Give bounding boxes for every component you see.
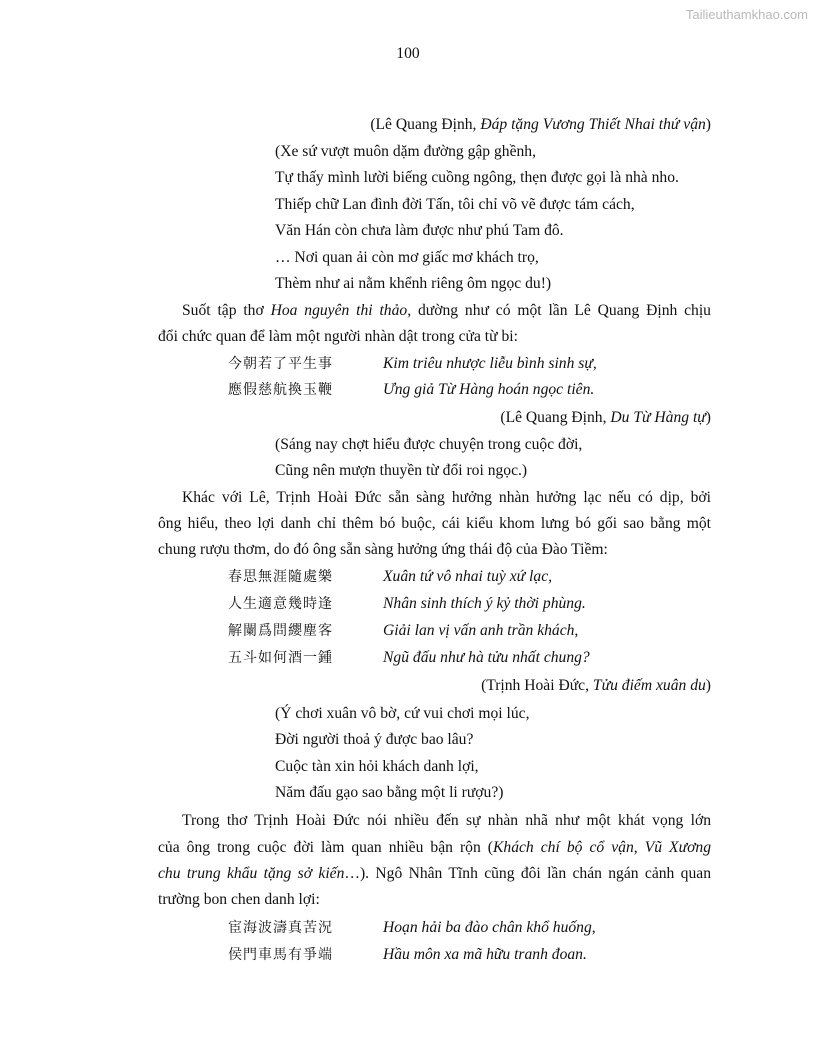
text: Năm đấu gạo sao bằng một li rượu?) xyxy=(275,784,504,801)
translation-verse xyxy=(275,249,539,267)
text: (Xe sứ vượt muôn dặm đường gập ghềnh, xyxy=(275,143,536,160)
transliteration-verse xyxy=(383,919,596,937)
text: ) xyxy=(705,409,711,426)
transliteration-verse xyxy=(383,381,594,399)
text: ) xyxy=(705,116,711,133)
text: 五斗如何酒一鍾 xyxy=(228,650,333,666)
text: của ông trong cuộc đời làm quan nhiều bận rộn ( xyxy=(158,839,493,856)
translation-verse xyxy=(275,731,473,749)
text: (Sáng nay chợt hiểu được chuyện trong cuộc đời, xyxy=(275,436,583,453)
translation-verse xyxy=(275,462,527,480)
text: Giải lan vị vấn anh trần khách, xyxy=(383,622,579,639)
text: ) xyxy=(705,677,711,694)
text: Nhân sinh thích ý kỷ thời phùng. xyxy=(383,595,586,612)
paragraph-line xyxy=(182,489,711,507)
translation-verse xyxy=(275,169,679,187)
italic-text: Hoa nguyên thi thảo, xyxy=(270,302,412,319)
paragraph-line xyxy=(158,891,711,909)
text: Hoạn hải ba đào chân khổ huống, xyxy=(383,919,596,936)
text: đổi chức quan để làm một người nhàn dật trong cửa từ bi: xyxy=(158,328,518,345)
text: (Lê Quang Định, xyxy=(370,116,481,133)
text: Cũng nên mượn thuyền từ đổi roi ngọc.) xyxy=(275,462,528,479)
han-verse xyxy=(228,919,333,937)
transliteration-verse xyxy=(383,649,590,667)
han-verse xyxy=(228,622,333,640)
han-verse xyxy=(228,355,333,373)
text: Tự thấy mình lười biếng cuồng ngông, thẹn được gọi là nhà nho. xyxy=(275,169,679,186)
paragraph-line xyxy=(158,839,711,857)
text: …). Ngô Nhân Tĩnh cũng đôi lần chán ngán cảnh quan xyxy=(344,865,711,882)
text: 人生適意幾時逢 xyxy=(228,596,333,612)
text: (Lê Quang Định, xyxy=(500,409,611,426)
text: chung rượu thơm, do đó ông sẵn sàng hưởng ứng thái độ của Đào Tiềm: xyxy=(158,541,608,558)
text: (Ý chơi xuân vô bờ, cứ vui chơi mọi lúc, xyxy=(275,705,530,722)
paragraph-line xyxy=(182,302,711,320)
page-number: 100 xyxy=(396,45,420,62)
han-verse xyxy=(228,381,333,399)
transliteration-verse xyxy=(383,595,586,613)
translation-verse xyxy=(275,275,551,293)
translation-verse xyxy=(275,222,564,240)
text: 侯門車馬有爭端 xyxy=(228,947,333,963)
translation-verse xyxy=(275,196,635,214)
text: 解闌爲問纓塵客 xyxy=(228,623,333,639)
text: Suốt tập thơ xyxy=(182,302,271,319)
italic-text: Đáp tặng Vương Thiết Nhai thứ vận xyxy=(480,116,706,133)
han-verse xyxy=(228,595,333,613)
citation xyxy=(370,116,711,134)
text: Khác với Lê, Trịnh Hoài Đức sẵn sàng hưởng nhàn hưởng lạc nếu có dịp, bởi xyxy=(182,489,711,506)
translation-verse xyxy=(275,143,536,161)
text: 春思無涯隨處樂 xyxy=(228,569,333,585)
text: Đời người thoả ý được bao lâu? xyxy=(275,731,474,748)
translation-verse xyxy=(275,705,530,723)
transliteration-verse xyxy=(383,946,587,964)
paragraph-line xyxy=(158,865,711,883)
citation xyxy=(481,677,711,695)
text: Văn Hán còn chưa làm được như phú Tam đô. xyxy=(275,222,564,239)
translation-verse xyxy=(275,436,582,454)
transliteration-verse xyxy=(383,622,578,640)
text: 今朝若了平生事 xyxy=(228,356,333,372)
italic-text: Du Từ Hàng tự xyxy=(610,409,706,426)
text: Thèm như ai nằm khểnh riêng ôm ngọc du!) xyxy=(275,275,552,292)
watermark: Tailieuthamkhao.com xyxy=(685,7,808,22)
text: Xuân tứ vô nhai tuỳ xứ lạc, xyxy=(383,568,553,585)
translation-verse xyxy=(275,784,503,802)
transliteration-verse xyxy=(383,355,597,373)
text: … Nơi quan ải còn mơ giấc mơ khách trọ, xyxy=(275,249,539,266)
text: trường bon chen danh lợi: xyxy=(158,891,320,908)
han-verse xyxy=(228,649,333,667)
transliteration-verse xyxy=(383,568,552,586)
han-verse xyxy=(228,946,333,964)
text: 應假慈航換玉鞭 xyxy=(228,382,333,398)
italic-text: chu trung khẩu tặng sở kiến xyxy=(158,865,345,882)
text: Hầu môn xa mã hữu tranh đoan. xyxy=(383,946,587,963)
paragraph-line xyxy=(158,541,711,559)
text: Ngũ đấu như hà tửu nhất chung? xyxy=(383,649,590,666)
paragraph-line xyxy=(158,515,711,533)
text: (Trịnh Hoài Đức, xyxy=(481,677,593,694)
text: 宦海波濤真苦況 xyxy=(228,920,333,936)
text: ông hiểu, theo lợi danh chỉ thêm bó buộc, cái kiểu khom lưng bó gối sao bằng một xyxy=(158,515,711,532)
text: Cuộc tàn xin hỏi khách danh lợi, xyxy=(275,758,479,775)
paragraph-line xyxy=(182,812,711,830)
paragraph-line xyxy=(158,328,711,346)
italic-text: Khách chí bộ cổ vận, Vũ Xương xyxy=(493,839,711,856)
text: Kim triêu nhược liễu bình sinh sự, xyxy=(383,355,597,372)
italic-text: Tửu điếm xuân du xyxy=(592,677,706,694)
text: Trong thơ Trịnh Hoài Đức nói nhiều đến sự nhàn nhã như một khát vọng lớn xyxy=(182,812,711,829)
text: dường như có một lần Lê Quang Định chịu xyxy=(411,302,711,319)
text: Thiếp chữ Lan đình đời Tấn, tôi chỉ võ vẽ được tám cách, xyxy=(275,196,635,213)
translation-verse xyxy=(275,758,479,776)
han-verse xyxy=(228,568,333,586)
citation xyxy=(500,409,711,427)
text: Ưng giả Từ Hàng hoán ngọc tiên. xyxy=(383,381,595,398)
